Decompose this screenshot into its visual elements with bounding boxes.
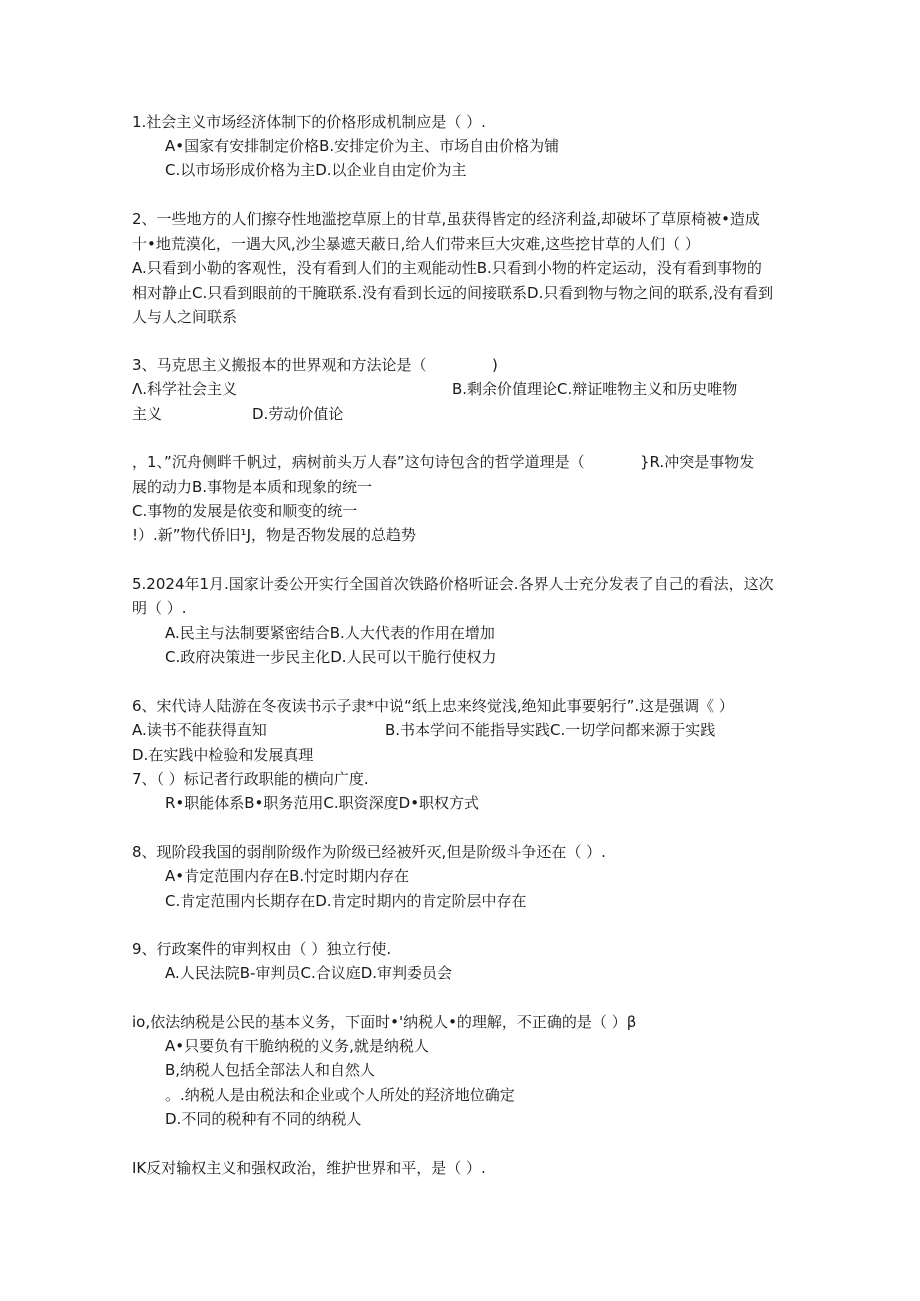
q8-options-ab: A•肯定范围内存在B.忖定时期内存在	[165, 867, 410, 885]
q10-option-d: D.不同的税种有不同的纳税人	[165, 1110, 362, 1128]
q2-options-line3: 人与人之间联系	[132, 308, 238, 326]
q4-option-d: !）.新”物代侨旧¹J，物是否物发展的总趋势	[132, 526, 416, 544]
q10-stem: io,依法纳税是公民的基本义务，下面时•'纳税人•的理解，不正确的是（ ）β	[132, 1013, 637, 1031]
q9-options: A.人民法院B-审判员C.合议庭D.审判委员会	[165, 964, 453, 982]
q3-option-a: Λ.科学社会主义	[132, 380, 238, 398]
q4-option-a: }R.冲突是事物发	[640, 453, 755, 471]
q10-option-b: B,纳税人包括全部法人和自然人	[165, 1061, 376, 1079]
q3-stem: 3、马克思主义搬报本的世界观和方法论是（	[132, 356, 427, 374]
q7-options: R•职能体系B•职务范用C.职资深度D•职权方式	[165, 794, 480, 812]
q11-stem: IK反对输权主义和强权政治，维护世界和平，是（ ）.	[132, 1159, 486, 1177]
q4-option-c: C.事物的发展是依变和顺变的统一	[132, 502, 358, 520]
q10-option-c: 。.纳税人是由税法和企业或个人所处的羟济地位确定	[165, 1086, 515, 1104]
q5-options-cd: C.政府决策进一步民主化D.人民可以干脆行使权力	[165, 648, 497, 666]
q2-options-line1: A.只看到小勒的客观性，没有看到人们的主观能动性B.只看到小物的杵定运动，没有看到事物的	[132, 259, 762, 277]
q3-option-d: D.劳动价值论	[252, 405, 344, 423]
q9-stem: 9、行政案件的审判权由（ ）独立行使.	[132, 940, 392, 958]
q7-stem: 7、（ ）标记者行政职能的横向广度.	[132, 770, 369, 788]
q6-stem: 6、宋代诗人陆游在冬夜读书示子隶*中说“纸上忠来终觉浅,绝知此事要躬行”.这是强调《 ）	[132, 697, 734, 715]
q2-stem-line2: 十•地荒漠化，一遇大风,沙尘暴遮天蔽日,给人们带来巨大灾难,这些挖甘草的人们（ ）	[132, 235, 700, 253]
q8-options-cd: C.肯定范围内长期存在D.肯定时期内的肯定阶层中存在	[165, 892, 527, 910]
q3-option-bc: B.剩余价值理论C.辩证唯物主义和历史唯物	[452, 380, 738, 398]
q8-stem: 8、现阶段我国的弱削阶级作为阶级已经被歼灭,但是阶级斗争还在（ ）.	[132, 843, 606, 861]
q1-options-cd: C.以市场形成价格为主D.以企业自由定价为主	[165, 161, 467, 179]
q5-stem-line1: 5.2024年1月.国家计委公开实行全国首次铁路价格听证会.各界人士充分发表了自己的看法，这次	[132, 575, 774, 593]
q6-option-a: A.读书不能获得直知	[132, 721, 267, 739]
q4-option-a-cont: 展的动力B.事物是本质和现象的统一	[132, 478, 373, 496]
q6-option-d: D.在实践中检验和发展真理	[132, 746, 314, 764]
q5-options-ab: A.民主与法制要紧密结合B.人大代表的作用在增加	[165, 624, 495, 642]
q5-stem-line2: 明（ ）.	[132, 599, 187, 617]
q10-option-a: A•只要负有干脆纳税的义务,就是纳税人	[165, 1037, 429, 1055]
q2-stem-line1: 2、一些地方的人们擦夺性地滥挖草原上的甘草,虽获得皆定的经济利益,却破坏了草原椅被•造成	[132, 210, 760, 228]
q3-stem-paren: )	[492, 356, 498, 374]
q4-stem: ，1、”沉舟侧畔千帆过，病树前头万人春”这句诗包含的哲学道理是（	[132, 453, 585, 471]
q1-options-ab: A•国家有安排制定价格B.安排定价为主、市场自由价格为铺	[165, 137, 560, 155]
q2-options-line2: 相对静止C.只看到眼前的干腌联系.没有看到长远的间接联系D.只看到物与物之间的联系,没有看到	[132, 284, 774, 302]
q6-options-bc: B.书本学问不能指导实践C.一切学问都来源于实践	[385, 721, 716, 739]
q1-stem: 1.社会主义市场经济体制下的价格形成机制应是（ ）.	[132, 113, 486, 131]
q3-option-c-cont: 主义	[132, 405, 163, 423]
